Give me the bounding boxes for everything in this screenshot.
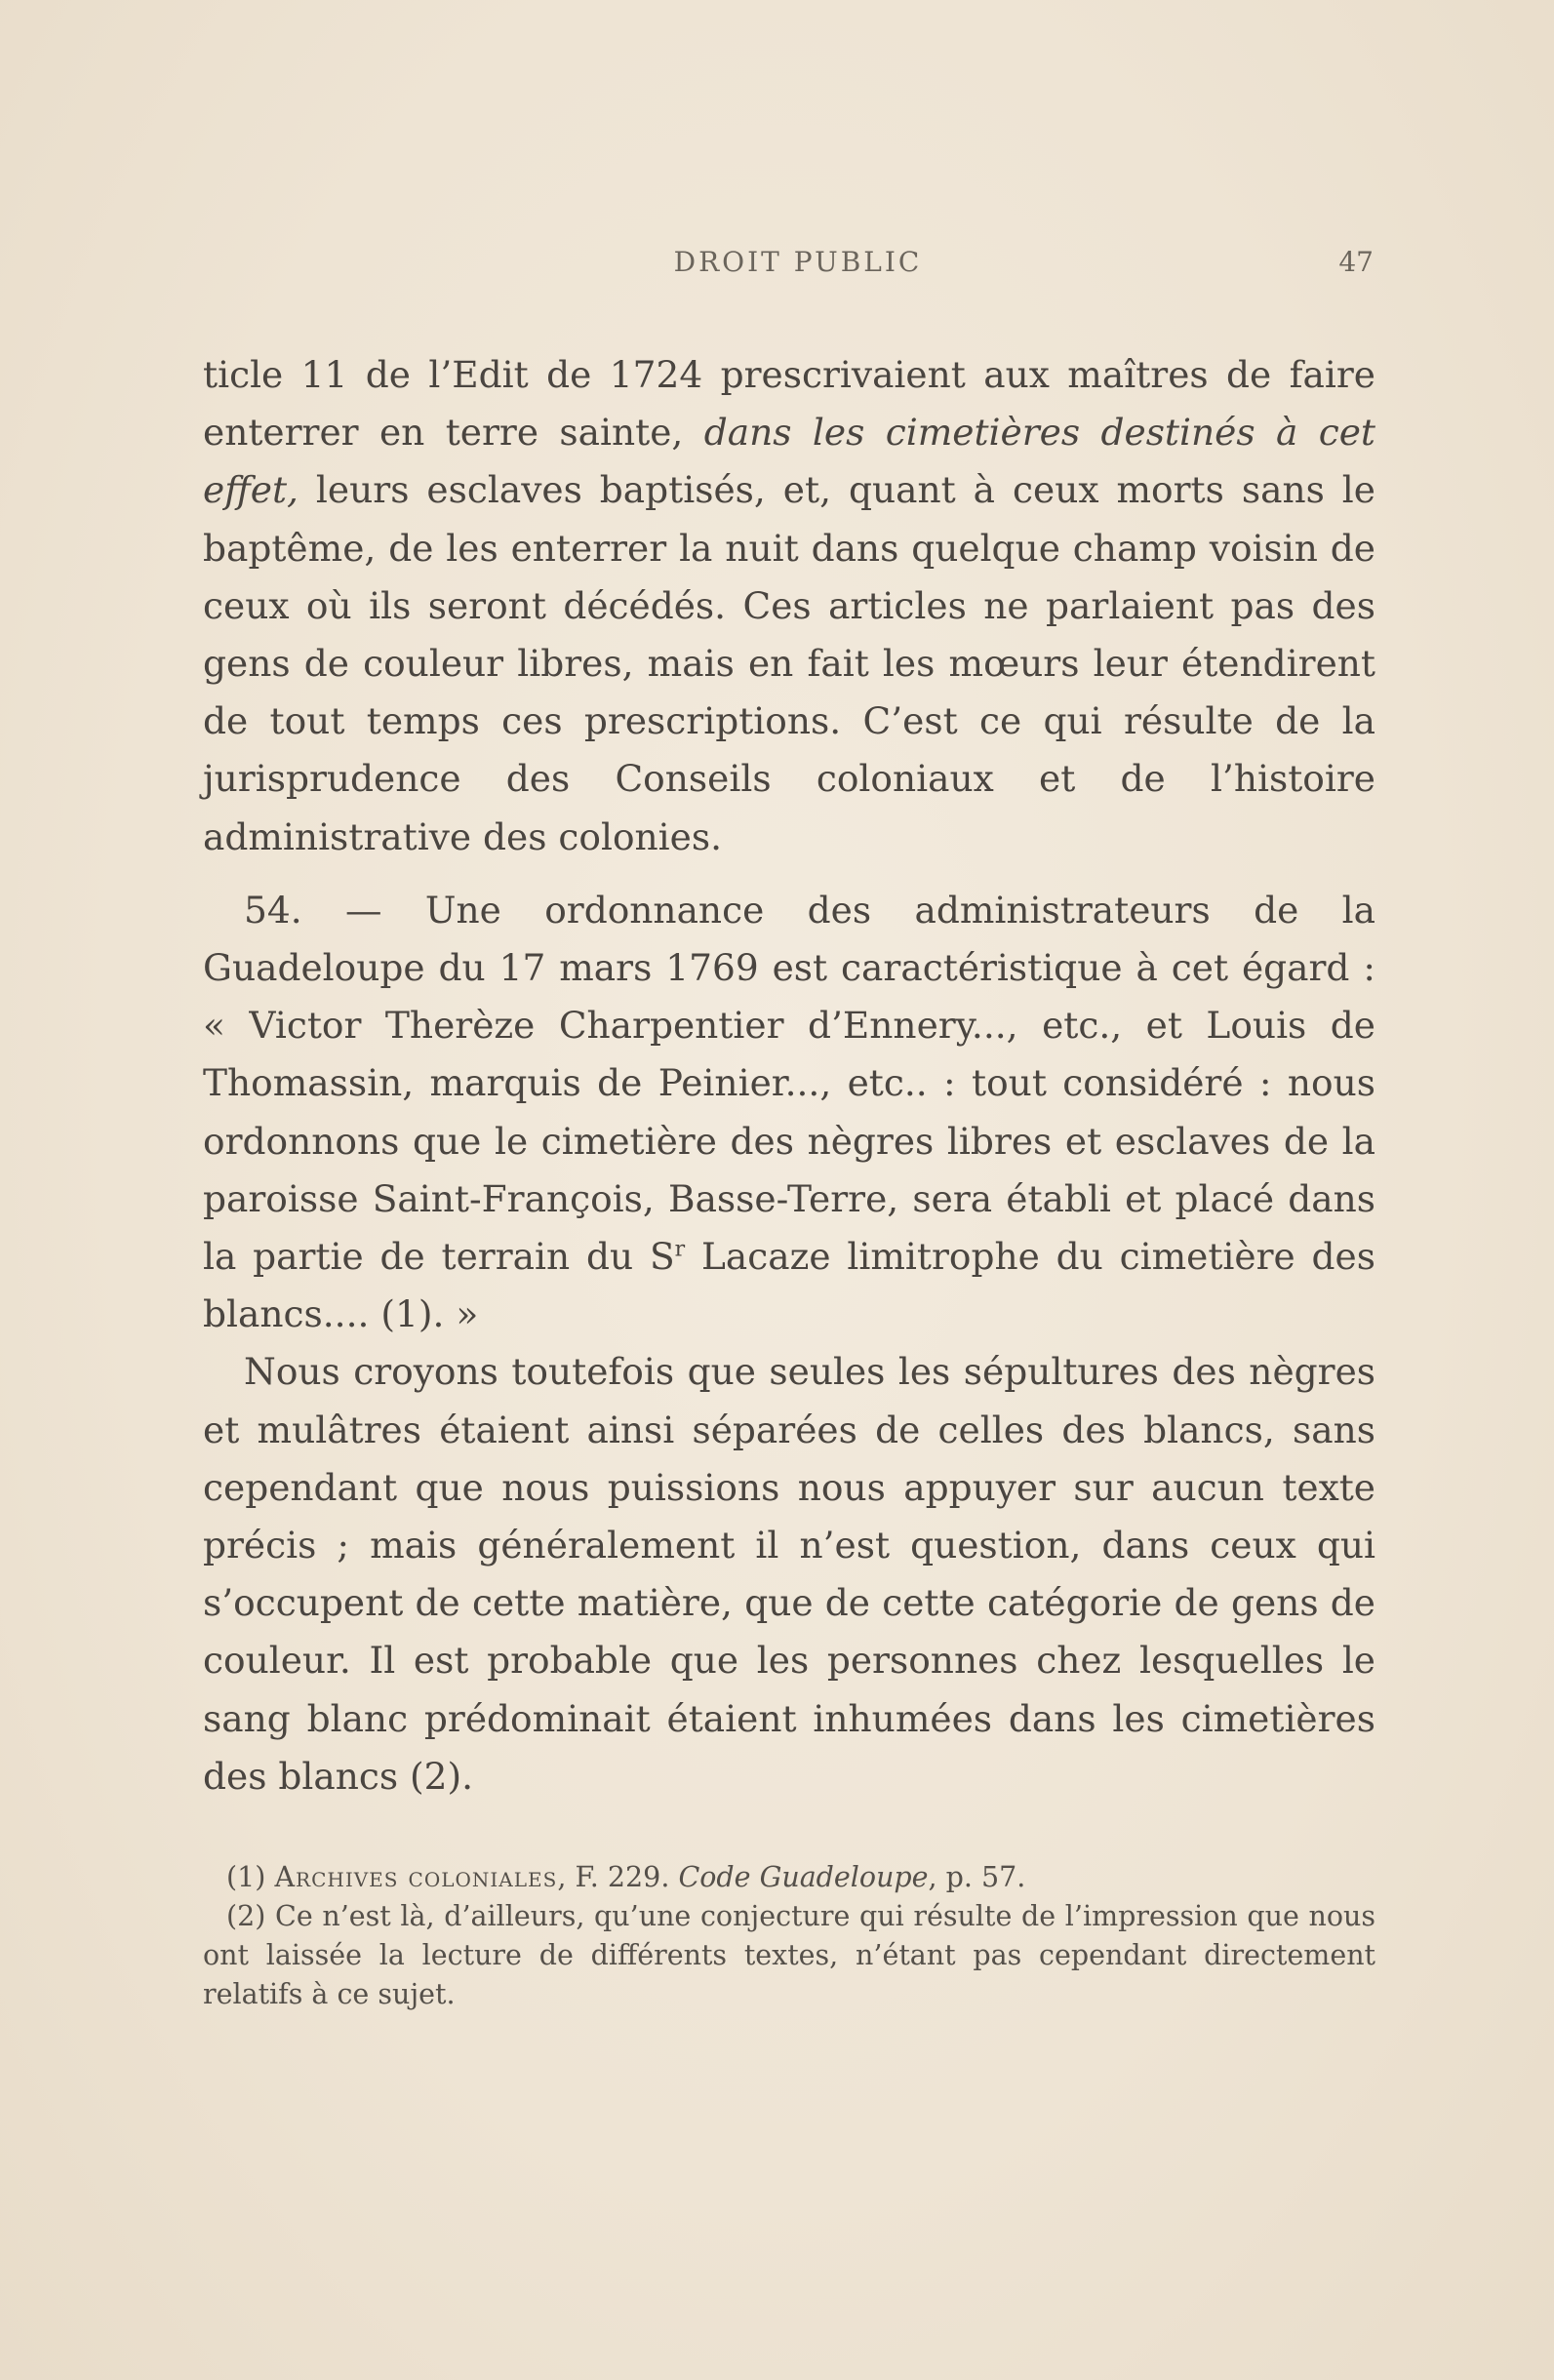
- paragraph-54-superscript: r: [674, 1237, 686, 1262]
- paragraph-54-text-a: 54. — Une ordonnance des administrateurs de la Guadeloupe du 17 mars 1769 est caractéristique à cet égard : « Victor Therèze Charpentier d’Ennery..., etc., et Louis de Thomassin, marquis de Peinier..., etc.. : tout considéré : nous ordonnons que le cimetière des nègres libres et esclaves de la paroisse Saint-François, Basse-Terre, sera établi et placé dans la partie de terrain du S: [203, 888, 1375, 1279]
- page-number: 47: [1338, 246, 1374, 278]
- footnote-1-italic: Code Guadeloupe: [678, 1861, 929, 1893]
- running-title: DROIT PUBLIC: [673, 246, 923, 278]
- paragraph-54: [203, 882, 1375, 1344]
- footnotes: [203, 1858, 1375, 2014]
- footnote-1-ref: , F. 229.: [557, 1861, 679, 1893]
- footnote-2: (2) Ce n’est là, d’ailleurs, qu’une conjecture qui résulte de l’impression que nous ont laissée la lecture de différents textes, n’étant pas cependant directement relatifs à ce sujet.: [203, 1900, 1375, 2010]
- body-text: [203, 346, 1375, 1805]
- footnote-1-marker: (1): [226, 1861, 275, 1893]
- running-head: [203, 246, 1374, 285]
- footnote-1-page: , p. 57.: [928, 1861, 1026, 1893]
- paragraph-54-text-b: Lacaze limitrophe du cimetière des blancs.... (1). »: [203, 1235, 1375, 1336]
- paragraph-1-text-a: ticle 11 de l’Edit de 1724 prescrivaient aux maîtres de faire enterrer en terre sainte,: [203, 353, 1375, 455]
- paragraph-1: [203, 346, 1375, 866]
- paragraph-1-text-b: leurs esclaves baptisés, et, quant à ceux morts sans le baptême, de les enterrer la nuit dans quelque champ voisin de ceux où ils seront décédés. Ces articles ne parlaient pas des gens de couleur libres, mais en fait les mœurs leur étendirent de tout temps ces prescriptions. C’est ce qui résulte de la jurisprudence des Conseils coloniaux et de l’histoire administrative des colonies.: [203, 468, 1375, 858]
- footnote-1-source: Archives coloniales: [274, 1861, 558, 1893]
- footnote-1: [203, 1858, 1375, 1897]
- paragraph-1-italic: dans les cimetières destinés à cet effet,: [203, 411, 1375, 512]
- paragraph-3: Nous croyons toutefois que seules les sépultures des nègres et mulâtres étaient ainsi séparées de celles des blancs, sans cependant que nous puissions nous appuyer sur aucun texte précis ; mais généralement il n’est question, dans ceux qui s’occupent de cette matière, que de cette catégorie de gens de couleur. Il est probable que les personnes chez lesquelles le sang blanc prédominait étaient inhumées dans les cimetières des blancs (2).: [203, 1350, 1375, 1798]
